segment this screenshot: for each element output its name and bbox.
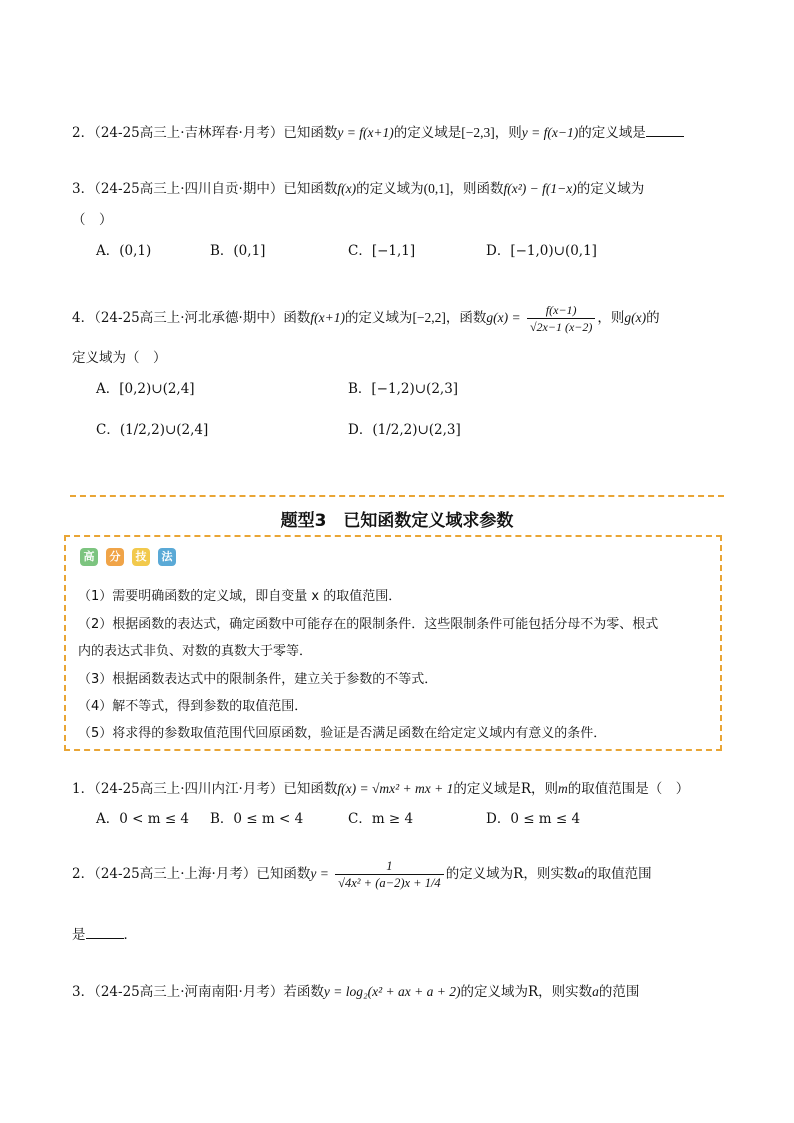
q3b-var: a bbox=[592, 984, 599, 999]
q3-domain: (0,1] bbox=[423, 181, 450, 196]
q3-mid2: ，则函数 bbox=[449, 181, 504, 197]
q1b-option-b[interactable]: B．0 ≤ m < 4 bbox=[210, 811, 304, 827]
tip-4: （4）解不等式，得到参数的取值范围． bbox=[78, 699, 308, 714]
tip-3: （3）根据函数表达式中的限制条件，建立关于参数的不等式． bbox=[78, 672, 438, 687]
q3-option-d[interactable]: D．[−1,0)∪(0,1] bbox=[486, 243, 597, 259]
q2-func: y = f(x+1) bbox=[337, 125, 394, 140]
question-1b bbox=[72, 777, 689, 797]
tip-2: （2）根据函数的表达式，确定函数中可能存在的限制条件．这些限制条件可能包括分母不为零、根式 bbox=[78, 617, 659, 632]
q4-g: g(x) = bbox=[486, 310, 521, 325]
q2b-y: y = bbox=[310, 866, 329, 881]
q3-prefix: 3．（24-25高三上·四川自贡·期中）已知函数 bbox=[72, 181, 338, 197]
badge-fen: 分 bbox=[106, 548, 124, 566]
q3b-func: y = log₂(x² + ax + a + 2) bbox=[323, 984, 461, 999]
q4-frac-den: √2x−1 (x−2) bbox=[529, 320, 593, 334]
q2b-line2: 是 ． bbox=[72, 927, 137, 943]
q2-prefix: 2．（24-25高三上·吉林珲春·月考）已知函数 bbox=[72, 125, 338, 141]
badge-ji: 技 bbox=[132, 548, 150, 566]
badge-gao: 高 bbox=[80, 548, 98, 566]
q4-g2: g(x) bbox=[624, 310, 647, 325]
q3-tail: 的定义域为 bbox=[576, 181, 645, 197]
q2b-frac-num: 1 bbox=[335, 858, 444, 875]
question-2-top bbox=[72, 121, 684, 141]
q4-prefix: 4．（24-25高三上·河北承德·期中）函数 bbox=[72, 310, 311, 326]
q1b-tail: 的定义域是R，则 bbox=[453, 781, 559, 797]
q3-func: f(x) bbox=[337, 181, 357, 196]
question-3-top bbox=[72, 177, 644, 197]
q3-option-b[interactable]: B．(0,1] bbox=[210, 243, 266, 259]
q2-domain: [−2,3] bbox=[461, 125, 495, 140]
q3-mid: 的定义域为 bbox=[356, 181, 424, 197]
answer-blank bbox=[646, 124, 684, 137]
q1b-var: m bbox=[558, 781, 568, 796]
q2b-var: a bbox=[577, 866, 585, 881]
q4-option-b[interactable]: B．[−1,2)∪(2,3] bbox=[348, 381, 459, 397]
q4-mid2: ，函数 bbox=[445, 310, 487, 326]
q1b-tail2: 的取值范围是（ ） bbox=[567, 781, 690, 797]
q1b-prefix: 1．（24-25高三上·四川内江·月考）已知函数 bbox=[72, 781, 338, 797]
q1b-option-c[interactable]: C．m ≥ 4 bbox=[348, 811, 414, 827]
q4-option-d[interactable]: D．(1/2,2)∪(2,3] bbox=[348, 422, 461, 438]
q2b-prefix: 2．（24-25高三上·上海·月考）已知函数 bbox=[72, 866, 311, 882]
q3-paren: （ ） bbox=[72, 212, 113, 228]
tip-2b: 内的表达式非负、对数的真数大于零等． bbox=[78, 644, 313, 659]
q4-func: f(x+1) bbox=[310, 310, 345, 325]
q4-domain: [−2,2] bbox=[412, 310, 446, 325]
q3-option-c[interactable]: C．[−1,1] bbox=[348, 243, 416, 259]
q2b-tail2: 的取值范围 bbox=[584, 866, 652, 882]
q2b-line2-text: 是 bbox=[72, 927, 86, 943]
badge-fa: 法 bbox=[158, 548, 176, 566]
q4-option-a[interactable]: A．[0,2)∪(2,4] bbox=[96, 381, 195, 397]
q3b-prefix: 3．（24-25高三上·河南南阳·月考）若函数 bbox=[72, 984, 324, 1000]
q2b-tail: 的定义域为R，则实数 bbox=[445, 866, 578, 882]
question-4-top bbox=[72, 302, 660, 335]
q1b-func: f(x) = √mx² + mx + 1 bbox=[337, 781, 454, 796]
q2-func2: y = f(x−1) bbox=[521, 125, 579, 140]
section-title: 题型3 已知函数定义域求参数 bbox=[280, 511, 514, 531]
question-3b bbox=[72, 980, 639, 1000]
q3b-tail: 的定义域为R，则实数 bbox=[460, 984, 593, 1000]
q1b-option-d[interactable]: D．0 ≤ m ≤ 4 bbox=[486, 811, 581, 827]
q2-mid2: ，则 bbox=[494, 125, 522, 141]
q2-tail: 的定义域是 bbox=[578, 125, 646, 141]
q2-mid: 的定义域是 bbox=[393, 125, 462, 141]
section-divider bbox=[70, 495, 724, 497]
q1b-option-a[interactable]: A．0 < m ≤ 4 bbox=[96, 811, 190, 827]
q4-fraction bbox=[527, 302, 595, 335]
q4-mid: 的定义域为 bbox=[344, 310, 413, 326]
q4-frac-num: f(x−1) bbox=[527, 302, 595, 319]
q4-line2: 定义域为（ ） bbox=[72, 350, 167, 366]
q4-tail: ，则 bbox=[597, 310, 625, 326]
q3-option-a[interactable]: A．(0,1) bbox=[96, 243, 152, 259]
q4-option-c[interactable]: C．(1/2,2)∪(2,4] bbox=[96, 422, 209, 438]
q3b-tail2: 的范围 bbox=[598, 984, 640, 1000]
q2b-frac-den: √4x² + (a−2)x + 1/4 bbox=[338, 876, 441, 890]
tip-5: （5）将求得的参数取值范围代回原函数，验证是否满足函数在给定定义域内有意义的条件． bbox=[78, 726, 607, 741]
q2b-fraction bbox=[335, 858, 444, 891]
q3-func2: f(x²) − f(1−x) bbox=[503, 181, 577, 196]
q4-tail2: 的 bbox=[646, 310, 660, 326]
tip-1: （1）需要明确函数的定义域，即自变量 x 的取值范围． bbox=[78, 589, 402, 604]
question-2b bbox=[72, 858, 652, 891]
q2b-answer-blank bbox=[86, 926, 124, 939]
